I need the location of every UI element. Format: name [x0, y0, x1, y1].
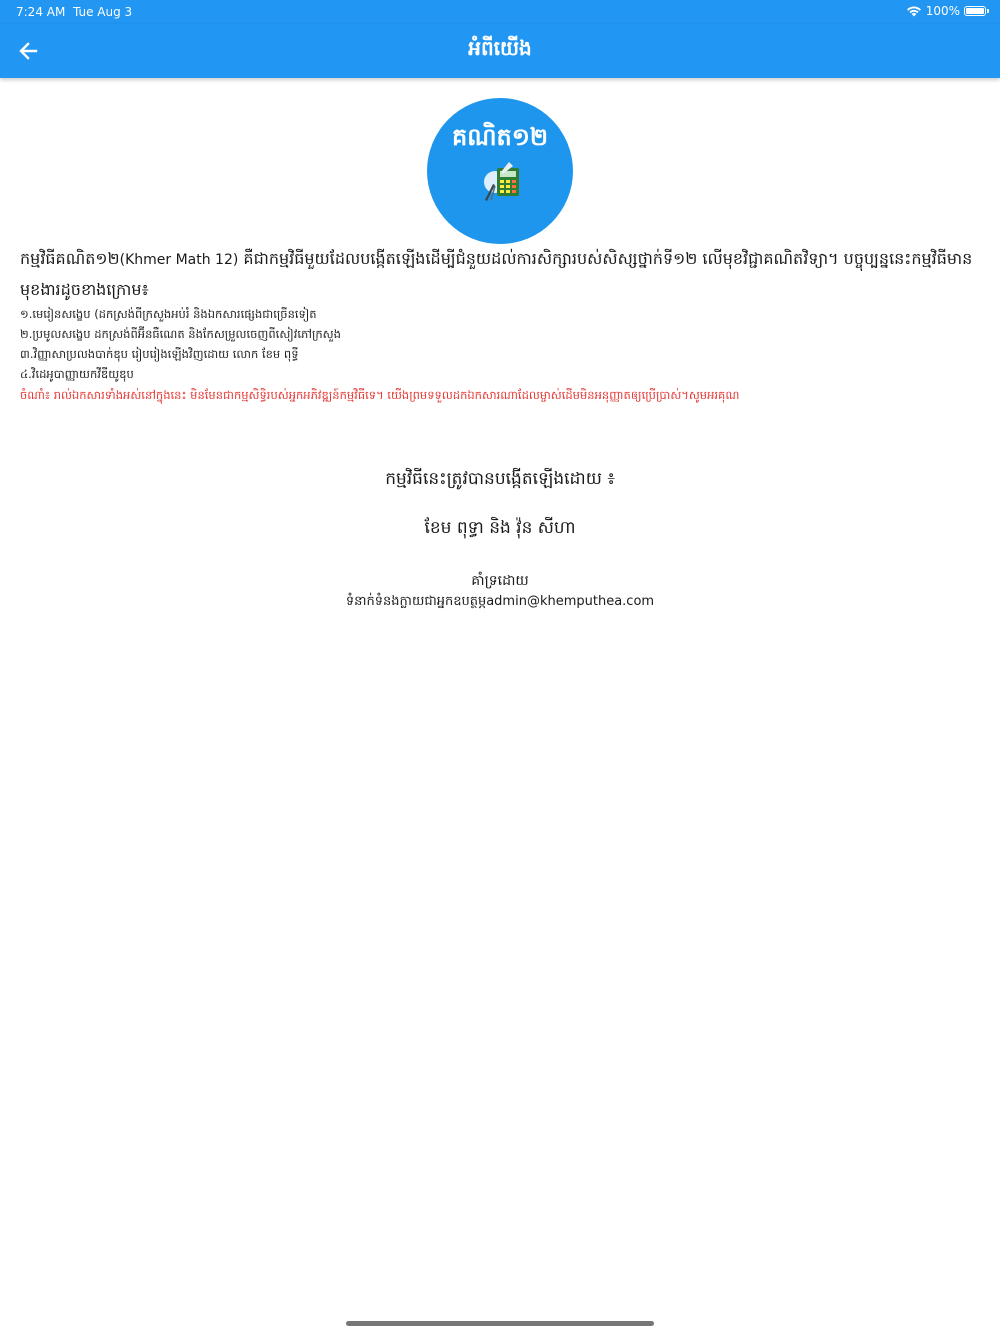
intro-paragraph: [20, 244, 982, 305]
intro-latin: (Khmer Math 12): [119, 252, 239, 268]
status-date: Tue Aug 3: [73, 5, 133, 19]
status-bar: [0, 0, 1000, 24]
list-item: ២.ប្រមូលសង្ខេប ដកស្រង់ពីអ៊ីនធឺណេត និងកែសម្រួលចេញពីសៀវភៅក្រសួង: [20, 327, 341, 341]
logo-text: គណិត១២: [451, 123, 549, 151]
page-title: អំពីយើង: [468, 36, 532, 60]
notice-text: ចំណាំ៖ រាល់ឯកសារទាំងអស់នៅក្នុងនេះ មិនមែនជាកម្មសិទ្ធិរបស់អ្នកអភិវឌ្ឍន៍កម្មវិធីទេ។ យើងព្រមទទួលដកឯកសារណាដែលម្ចាស់ដើមមិនអនុញ្ញាតឲ្យប្រើប្រាស់។សូមអរគុណ: [20, 388, 740, 402]
contact-email[interactable]: admin@khemputhea.com: [486, 594, 655, 609]
battery-percent: 100%: [925, 4, 960, 18]
credits-authors: ខែម ពុទ្ធា និង វ៉ុន សីហា: [424, 518, 576, 538]
list-item: ៣.វិញ្ញាសាប្រលងបាក់ឌុប រៀបរៀងឡើងវិញដោយ លោក ខែម ពុទ្ធី: [20, 347, 299, 361]
app-logo: [427, 98, 573, 244]
calculator-icon: [479, 160, 525, 206]
intro-part1: កម្មវិធីគណិត១២: [20, 249, 120, 268]
list-item: ៤.វិដេអូបាញ្ញាយកវីឌីយូឌុប: [20, 367, 134, 381]
intro-part2: គឺជាកម្មវិធីមួយដែលបង្កើតឡើងដើម្បីជំនួយដល់ការសិក្សារបស់សិស្សថ្នាក់ទី១២ លើមុខវិជ្ជាគណិតវិទ្យា។ បច្ចុប្បន្ននេះកម្មវិធីមានមុខងារដូចខាងក្រោម៖: [20, 249, 973, 299]
list-item: ១.មេរៀនសង្ខេប (ដកស្រង់ពីក្រសួងអប់រំ និងឯកសារផ្សេងជាច្រើនទៀត: [20, 307, 317, 321]
wifi-icon: [906, 5, 922, 17]
credits-heading: កម្មវិធីនេះត្រូវបានបង្កើតឡើងដោយ ៖: [385, 469, 615, 489]
status-right: [906, 4, 986, 18]
feature-list: [20, 304, 982, 384]
supported-by-label: គាំទ្រដោយ: [471, 573, 529, 589]
home-indicator[interactable]: [346, 1321, 654, 1326]
app-bar: [0, 24, 1000, 78]
status-time: 7:24 AM: [16, 5, 66, 19]
battery-icon: [964, 6, 986, 16]
contact-line: [0, 593, 1000, 612]
contact-prefix: ទំនាក់ទំនងក្លាយជាអ្នកឧបត្ថម្ភ: [345, 594, 487, 609]
